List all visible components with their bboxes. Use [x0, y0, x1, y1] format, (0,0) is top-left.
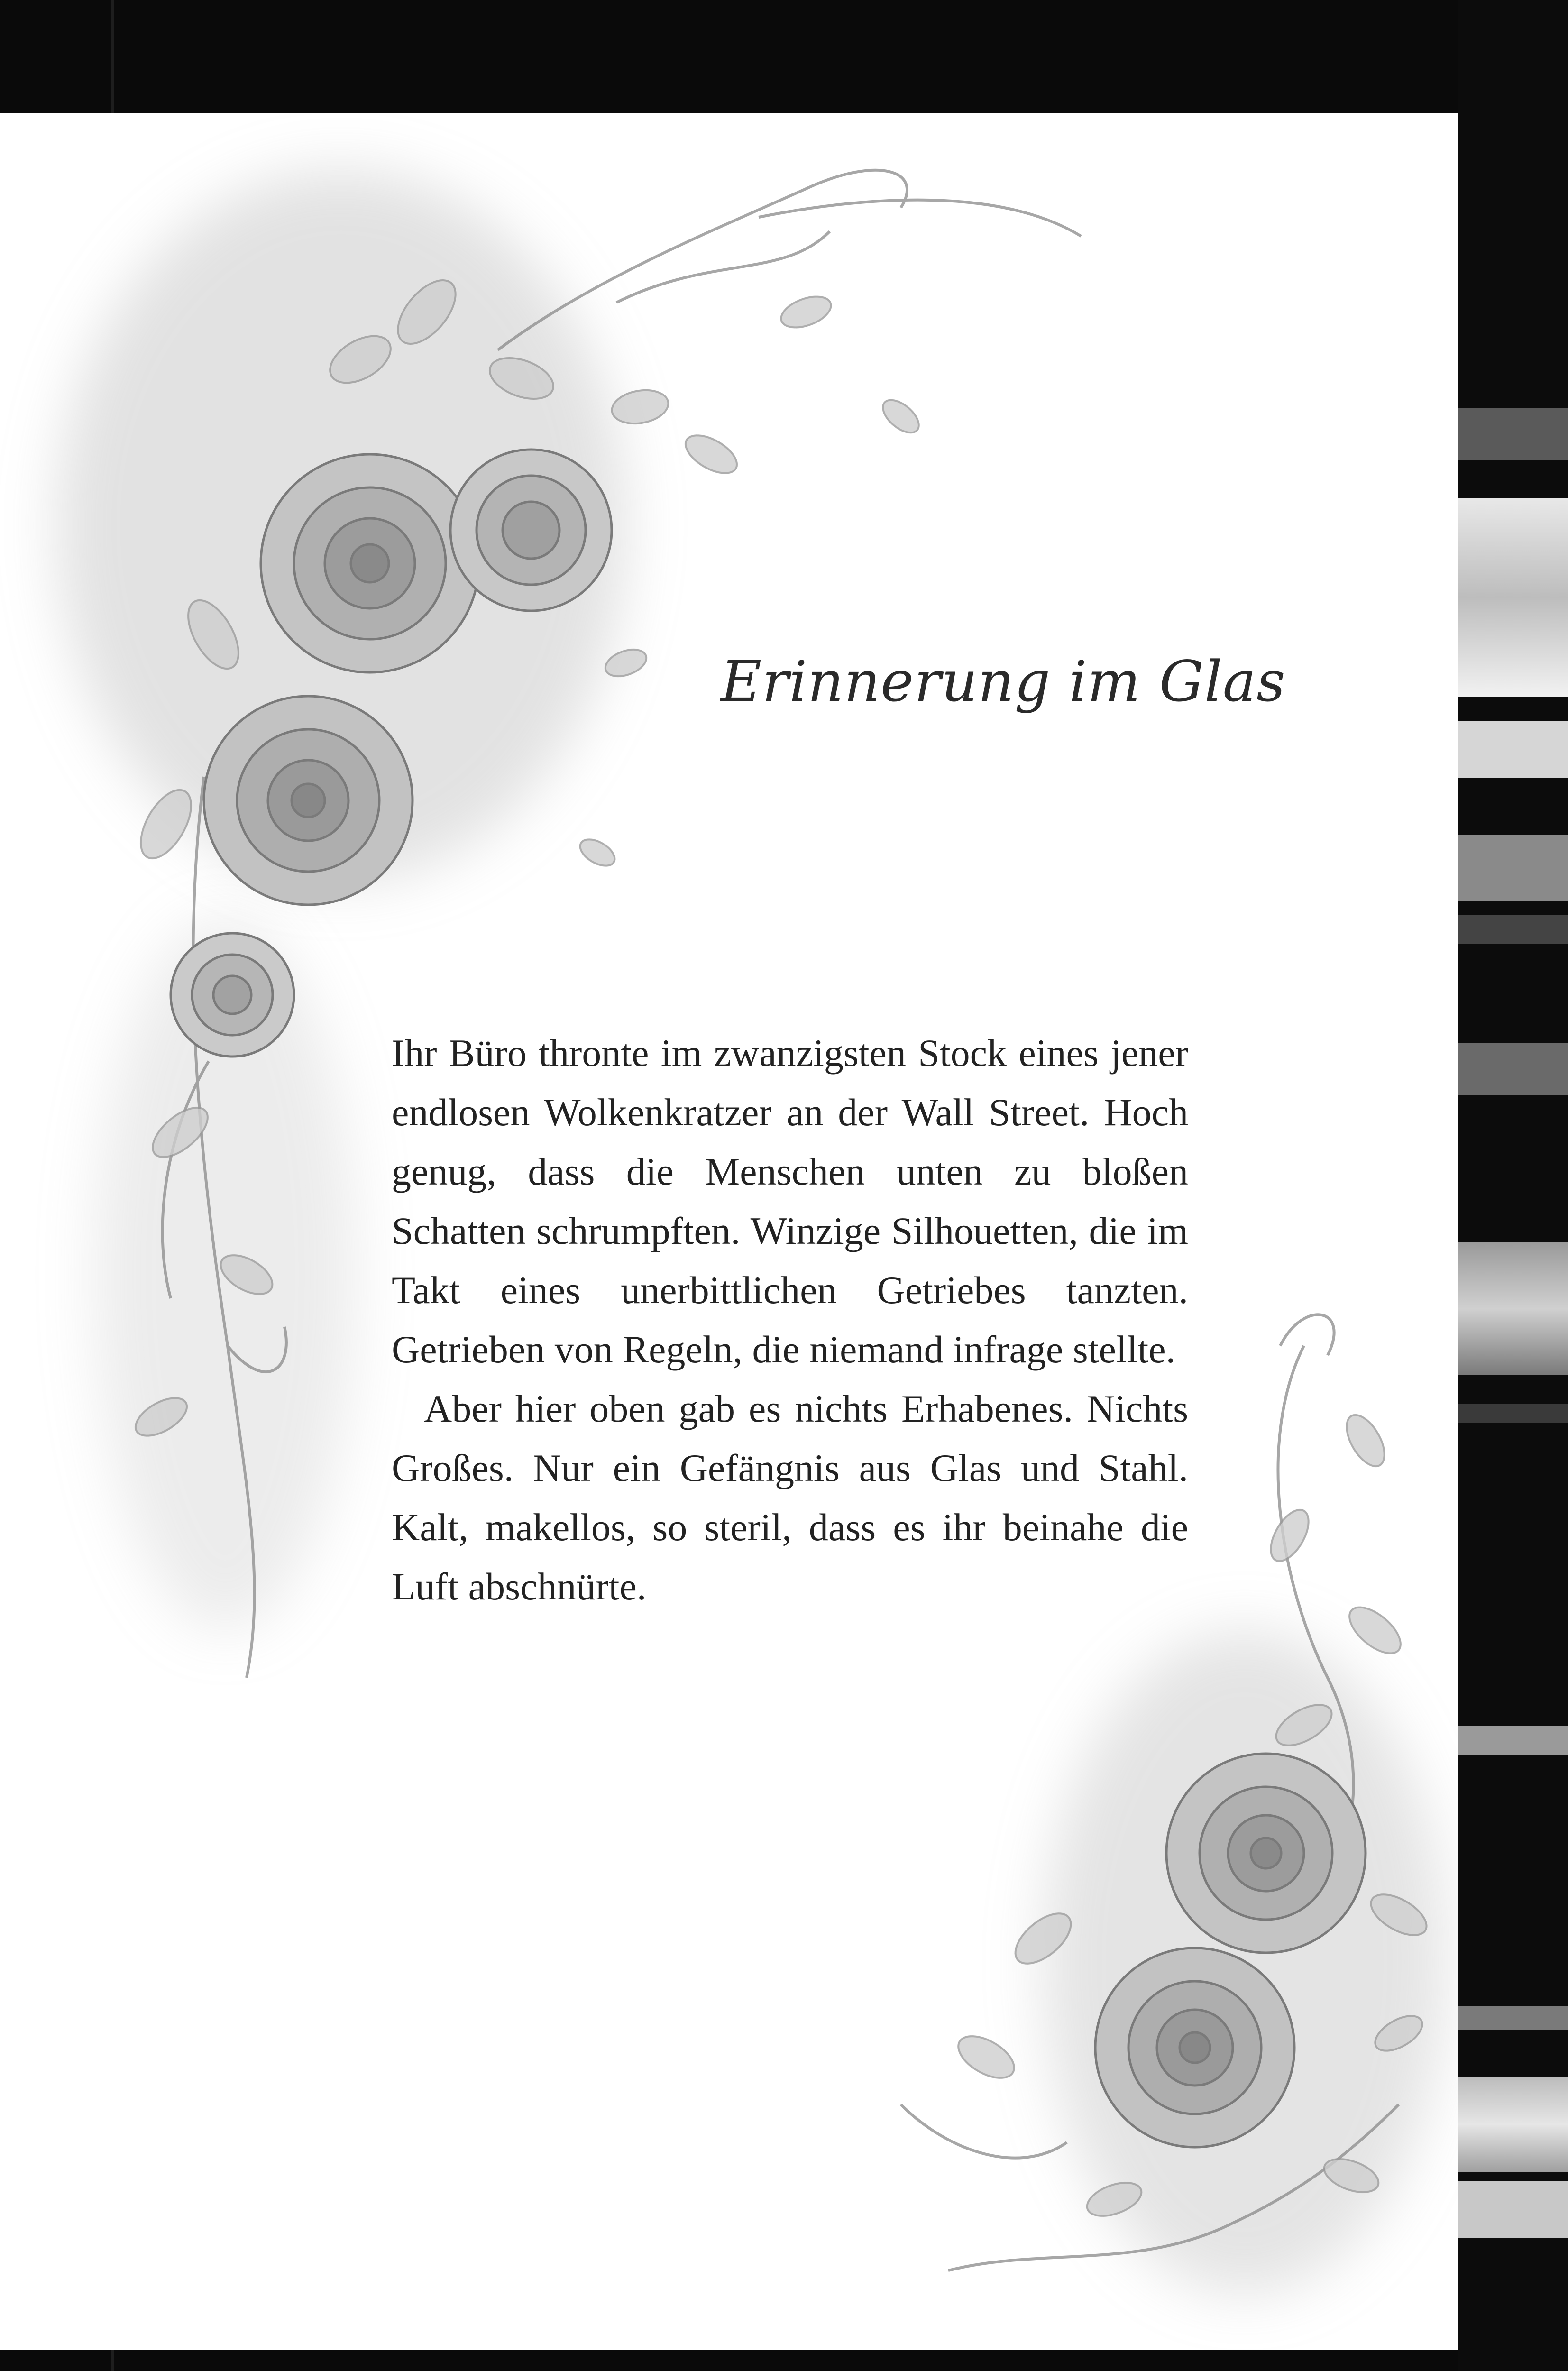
scan-stripe: [1458, 2006, 1568, 2030]
scan-stripe: [1458, 2077, 1568, 2172]
scan-stripe: [1458, 1242, 1568, 1375]
scan-stripe: [1458, 498, 1568, 697]
scan-stripe: [1458, 1043, 1568, 1095]
bottom-black-bar: [0, 2350, 1568, 2371]
paragraph: Ihr Büro thronte im zwanzigsten Stock eines jener endlosen Wolkenkratzer an der Wall Street. Hoch genug, dass die Menschen unten zu bloßen Schatten schrumpften. Winzige Silhouetten, die im Takt eines unerbittlichen Getriebes tanzten. Getrieben von Regeln, die niemand infrage stellte.: [392, 1031, 1188, 1371]
book-page: [0, 113, 1458, 2350]
chapter-title: Erinnerung im Glas: [721, 649, 1286, 714]
scan-stripe: [1458, 2181, 1568, 2238]
scan-stripe: [1458, 1726, 1568, 1755]
scan-stripe: [1458, 1404, 1568, 1423]
scan-stripe: [1458, 721, 1568, 778]
top-black-bar: [0, 0, 1568, 113]
scan-stripe: [1458, 915, 1568, 944]
scan-stripe: [1458, 408, 1568, 460]
paragraph: Aber hier oben gab es nichts Erhabenes. Nichts Großes. Nur ein Gefängnis aus Glas und Stahl. Kalt, makellos, so steril, dass es ihr beinahe die Luft abschnürte.: [392, 1387, 1188, 1608]
body-text: [392, 1023, 1188, 1616]
scan-stripe: [1458, 835, 1568, 901]
scan-edge-strip: [1458, 0, 1568, 2371]
